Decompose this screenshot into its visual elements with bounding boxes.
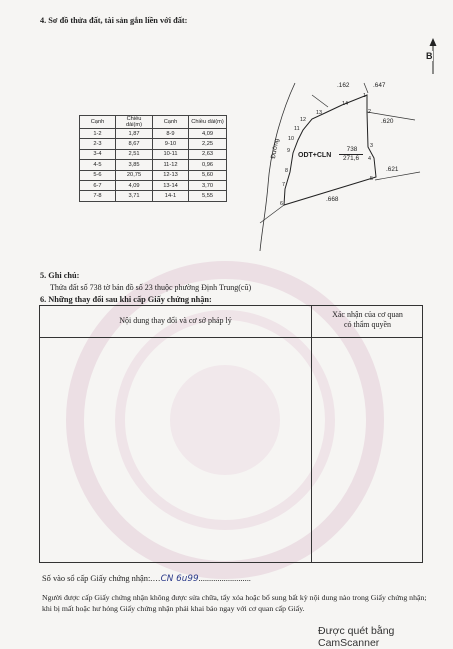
table-header-row	[80, 116, 227, 129]
vertex-label: 13	[316, 110, 322, 116]
compass-label: B	[426, 51, 433, 61]
table-cell: 9-10	[153, 139, 189, 149]
neighbor-label: .668	[326, 196, 339, 203]
vertex-label: 8	[285, 168, 288, 174]
authority-confirmation-header	[312, 310, 423, 330]
vertex-label: 3	[370, 143, 373, 149]
vertex-label: 11	[294, 126, 300, 132]
registry-entry: Số vào sổ cấp Giấy chứng nhận:....CN 6u99.........................	[42, 574, 251, 584]
section-4-title: 4. Sơ đồ thửa đất, tài sản gắn liền với đất:	[40, 16, 188, 25]
changes-content-header: Nội dung thay đổi và cơ sở pháp lý	[119, 316, 232, 325]
table-cell: 7-8	[80, 191, 116, 201]
vertex-label: 7	[282, 182, 285, 188]
vertex-label: 14	[342, 101, 348, 107]
header-edge: Cạnh	[80, 116, 116, 129]
road-label: Đường	[270, 138, 281, 160]
vertex-label: 5	[370, 176, 373, 182]
table-row	[80, 139, 227, 149]
table-cell: 3,70	[189, 180, 227, 190]
table-cell: 0,96	[189, 160, 227, 170]
table-cell: 2-3	[80, 139, 116, 149]
table-cell: 3-4	[80, 149, 116, 159]
table-cell: 8,67	[116, 139, 153, 149]
vertex-label: 1	[363, 93, 366, 99]
vertex-label: 10	[288, 136, 294, 142]
parcel-number: 738	[346, 146, 358, 153]
column-divider	[311, 306, 312, 562]
table-cell: 2,51	[116, 149, 153, 159]
vertex-label: 12	[300, 117, 306, 123]
table-cell: 11-12	[153, 160, 189, 170]
parcel-land-type: ODT+CLN	[298, 152, 332, 159]
section-5-note: Thửa đất số 738 tờ bản đồ số 23 thuộc phường Định Trung(cũ)	[50, 283, 252, 292]
table-cell: 12-13	[153, 170, 189, 180]
table-cell: 4,09	[116, 180, 153, 190]
vertex-label: 9	[287, 148, 290, 154]
table-row	[80, 191, 227, 201]
table-cell: 1-2	[80, 129, 116, 139]
table-cell: 5,55	[189, 191, 227, 201]
registry-entry-value: CN 6u99	[160, 574, 199, 584]
usage-note: Người được cấp Giấy chứng nhận không được sửa chữa, tẩy xóa hoặc bổ sung bất kỳ nội dung nào trong Giấy chứng nhận; khi bị mất hoặc hư hỏng Giấy chứng nhận phải khai báo ngay với cơ quan cấp Giấy.	[42, 593, 427, 613]
neighbor-label: .620	[381, 118, 394, 125]
changes-table	[39, 305, 423, 563]
parcel-area: 271,6	[343, 155, 359, 162]
table-cell: 2,63	[189, 149, 227, 159]
neighbor-label: .162	[337, 82, 350, 89]
edge-length-table	[79, 115, 227, 202]
table-row	[80, 149, 227, 159]
vertex-label: 2	[368, 109, 371, 115]
vertex-label: 6	[280, 201, 283, 207]
section-6-title: 6. Những thay đổi sau khi cấp Giấy chứng nhận:	[40, 295, 212, 304]
table-cell: 5,60	[189, 170, 227, 180]
table-cell: 4,09	[189, 129, 227, 139]
header-edge: Cạnh	[153, 116, 189, 129]
parcel-diagram	[250, 75, 425, 255]
section-5-title: 5. Ghi chú:	[40, 271, 80, 280]
neighbor-label: .621	[386, 166, 399, 173]
table-cell: 1,87	[116, 129, 153, 139]
table-cell: 10-11	[153, 149, 189, 159]
table-cell: 2,25	[189, 139, 227, 149]
table-row	[80, 180, 227, 190]
table-cell: 6-7	[80, 180, 116, 190]
camscanner-watermark: Được quét bằng CamScanner	[318, 625, 395, 649]
table-cell: 14-1	[153, 191, 189, 201]
table-cell: 4-5	[80, 160, 116, 170]
table-row	[80, 129, 227, 139]
authority-header-line: Xác nhận của cơ quan	[332, 310, 403, 319]
vertex-label: 4	[368, 156, 371, 162]
table-cell: 13-14	[153, 180, 189, 190]
registry-entry-label: Số vào sổ cấp Giấy chứng nhận:	[42, 574, 151, 583]
table-cell: 3,85	[116, 160, 153, 170]
table-row	[80, 170, 227, 180]
table-cell: 3,71	[116, 191, 153, 201]
table-cell: 8-9	[153, 129, 189, 139]
neighbor-label: .647	[373, 82, 386, 89]
header-length: Chiều dài(m)	[189, 116, 227, 129]
table-cell: 5-6	[80, 170, 116, 180]
table-cell: 20,75	[116, 170, 153, 180]
table-row	[80, 160, 227, 170]
header-length: Chiều dài(m)	[116, 116, 153, 129]
authority-header-line: có thẩm quyền	[343, 320, 392, 329]
